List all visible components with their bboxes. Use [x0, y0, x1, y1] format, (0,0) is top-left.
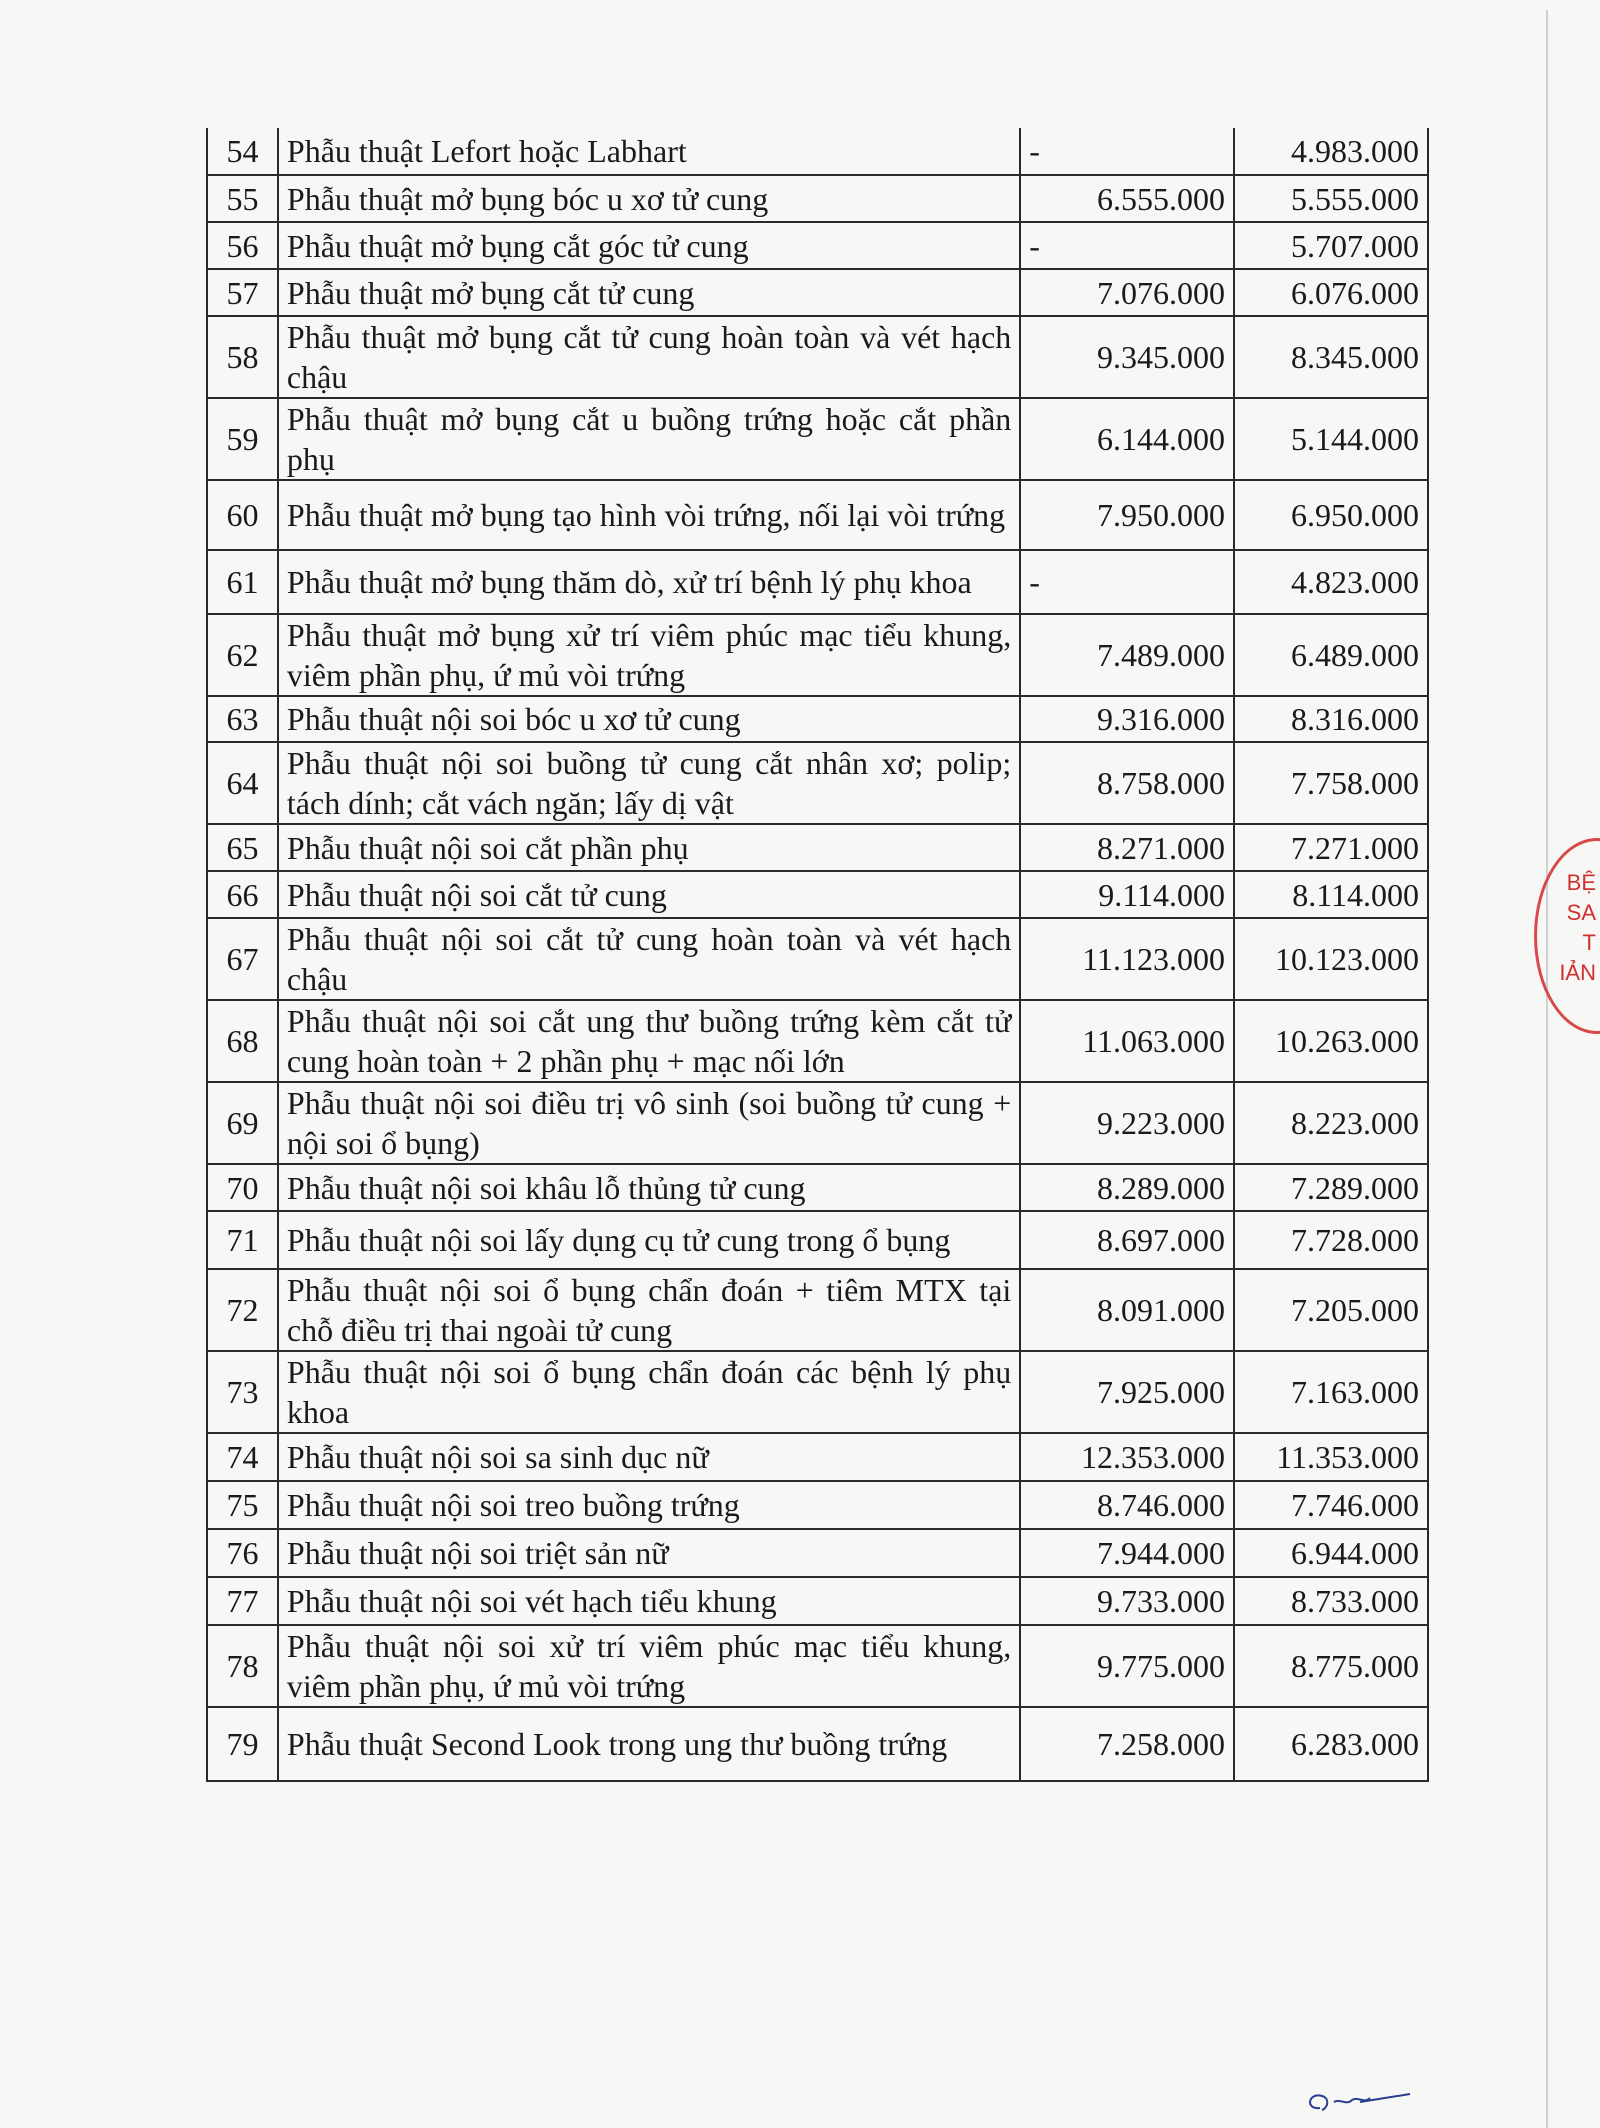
price-column-2: 8.775.000 [1234, 1625, 1428, 1707]
price-column-1: 9.316.000 [1020, 696, 1234, 742]
row-number: 55 [207, 175, 278, 222]
price-column-2: 4.823.000 [1234, 550, 1428, 614]
row-number: 71 [207, 1211, 278, 1269]
table-row [207, 742, 1428, 824]
procedure-name: Phẫu thuật nội soi vét hạch tiểu khung [278, 1577, 1020, 1625]
procedure-name: Phẫu thuật nội soi cắt tử cung [278, 871, 1020, 918]
table-row [207, 1707, 1428, 1781]
price-column-2: 8.316.000 [1234, 696, 1428, 742]
procedure-name: Phẫu thuật nội soi treo buồng trứng [278, 1481, 1020, 1529]
price-column-2: 7.205.000 [1234, 1269, 1428, 1351]
table-row [207, 1481, 1428, 1529]
table-row [207, 222, 1428, 269]
table-row [207, 1625, 1428, 1707]
table-row [207, 1269, 1428, 1351]
procedure-name: Phẫu thuật mở bụng tạo hình vòi trứng, nối lại vòi trứng [278, 480, 1020, 550]
price-column-2: 8.733.000 [1234, 1577, 1428, 1625]
procedure-name: Phẫu thuật Lefort hoặc Labhart [278, 128, 1020, 175]
table-row [207, 480, 1428, 550]
table-row [207, 1211, 1428, 1269]
price-column-1: - [1020, 222, 1234, 269]
procedure-name: Phẫu thuật nội soi ổ bụng chẩn đoán + tiêm MTX tại chỗ điều trị thai ngoài tử cung [278, 1269, 1020, 1351]
price-column-2: 5.144.000 [1234, 398, 1428, 480]
procedure-name: Phẫu thuật mở bụng bóc u xơ tử cung [278, 175, 1020, 222]
price-column-1: 9.733.000 [1020, 1577, 1234, 1625]
row-number: 57 [207, 269, 278, 316]
row-number: 63 [207, 696, 278, 742]
table-row [207, 918, 1428, 1000]
row-number: 68 [207, 1000, 278, 1082]
page-edge [1546, 10, 1548, 2128]
row-number: 62 [207, 614, 278, 696]
price-column-1: 6.144.000 [1020, 398, 1234, 480]
price-column-1: 8.697.000 [1020, 1211, 1234, 1269]
procedure-name: Phẫu thuật nội soi cắt ung thư buồng trứng kèm cắt tử cung hoàn toàn + 2 phần phụ + mạc nối lớn [278, 1000, 1020, 1082]
table-row [207, 316, 1428, 398]
price-column-1: 9.223.000 [1020, 1082, 1234, 1164]
price-column-2: 7.746.000 [1234, 1481, 1428, 1529]
row-number: 60 [207, 480, 278, 550]
table-row [207, 1164, 1428, 1211]
procedure-name: Phẫu thuật nội soi điều trị vô sinh (soi buồng tử cung + nội soi ổ bụng) [278, 1082, 1020, 1164]
procedure-name: Phẫu thuật mở bụng xử trí viêm phúc mạc tiểu khung, viêm phần phụ, ứ mủ vòi trứng [278, 614, 1020, 696]
price-column-1: 11.123.000 [1020, 918, 1234, 1000]
row-number: 76 [207, 1529, 278, 1577]
price-column-2: 6.950.000 [1234, 480, 1428, 550]
price-column-2: 10.263.000 [1234, 1000, 1428, 1082]
row-number: 61 [207, 550, 278, 614]
price-column-1: 12.353.000 [1020, 1433, 1234, 1481]
price-column-2: 5.555.000 [1234, 175, 1428, 222]
stamp-line: IẢN [1559, 960, 1596, 985]
procedure-name: Phẫu thuật nội soi xử trí viêm phúc mạc tiểu khung, viêm phần phụ, ứ mủ vòi trứng [278, 1625, 1020, 1707]
price-column-1: 9.775.000 [1020, 1625, 1234, 1707]
table-row [207, 614, 1428, 696]
table-row [207, 1000, 1428, 1082]
stamp-line: T [1582, 930, 1596, 955]
procedure-name: Phẫu thuật nội soi triệt sản nữ [278, 1529, 1020, 1577]
procedure-name: Phẫu thuật nội soi cắt phần phụ [278, 824, 1020, 871]
table-row [207, 1351, 1428, 1433]
table-row [207, 1082, 1428, 1164]
procedure-name: Phẫu thuật mở bụng cắt u buồng trứng hoặc cắt phần phụ [278, 398, 1020, 480]
procedure-name: Phẫu thuật mở bụng thăm dò, xử trí bệnh lý phụ khoa [278, 550, 1020, 614]
price-column-1: 8.758.000 [1020, 742, 1234, 824]
row-number: 67 [207, 918, 278, 1000]
price-column-2: 8.345.000 [1234, 316, 1428, 398]
table-row [207, 550, 1428, 614]
table-row [207, 1529, 1428, 1577]
row-number: 64 [207, 742, 278, 824]
table-row [207, 269, 1428, 316]
row-number: 74 [207, 1433, 278, 1481]
row-number: 54 [207, 128, 278, 175]
row-number: 72 [207, 1269, 278, 1351]
procedure-name: Phẫu thuật mở bụng cắt góc tử cung [278, 222, 1020, 269]
price-column-2: 7.163.000 [1234, 1351, 1428, 1433]
row-number: 75 [207, 1481, 278, 1529]
price-column-1: 8.091.000 [1020, 1269, 1234, 1351]
price-column-1: - [1020, 550, 1234, 614]
table-row [207, 128, 1428, 175]
procedure-name: Phẫu thuật nội soi sa sinh dục nữ [278, 1433, 1020, 1481]
table-row [207, 1433, 1428, 1481]
price-table [206, 128, 1429, 1782]
stamp-line: SA [1566, 900, 1596, 925]
procedure-name: Phẫu thuật mở bụng cắt tử cung [278, 269, 1020, 316]
row-number: 69 [207, 1082, 278, 1164]
procedure-name: Phẫu thuật nội soi cắt tử cung hoàn toàn và vét hạch chậu [278, 918, 1020, 1000]
procedure-name: Phẫu thuật Second Look trong ung thư buồng trứng [278, 1707, 1020, 1781]
row-number: 58 [207, 316, 278, 398]
price-column-2: 7.271.000 [1234, 824, 1428, 871]
procedure-name: Phẫu thuật nội soi ổ bụng chẩn đoán các bệnh lý phụ khoa [278, 1351, 1020, 1433]
price-column-2: 8.114.000 [1234, 871, 1428, 918]
row-number: 73 [207, 1351, 278, 1433]
table-row [207, 824, 1428, 871]
table-row [207, 871, 1428, 918]
row-number: 78 [207, 1625, 278, 1707]
procedure-name: Phẫu thuật mở bụng cắt tử cung hoàn toàn và vét hạch chậu [278, 316, 1020, 398]
table-row [207, 696, 1428, 742]
price-column-2: 11.353.000 [1234, 1433, 1428, 1481]
procedure-name: Phẫu thuật nội soi buồng tử cung cắt nhân xơ; polip; tách dính; cắt vách ngăn; lấy dị vật [278, 742, 1020, 824]
price-column-1: 9.114.000 [1020, 871, 1234, 918]
row-number: 56 [207, 222, 278, 269]
price-column-1: 9.345.000 [1020, 316, 1234, 398]
red-stamp [1540, 818, 1600, 1053]
row-number: 65 [207, 824, 278, 871]
row-number: 66 [207, 871, 278, 918]
price-column-1: 11.063.000 [1020, 1000, 1234, 1082]
price-column-2: 8.223.000 [1234, 1082, 1428, 1164]
price-column-2: 6.944.000 [1234, 1529, 1428, 1577]
price-column-1: 7.925.000 [1020, 1351, 1234, 1433]
price-column-1: 8.289.000 [1020, 1164, 1234, 1211]
procedure-name: Phẫu thuật nội soi khâu lỗ thủng tử cung [278, 1164, 1020, 1211]
stamp-line: BỆ [1566, 870, 1596, 895]
procedure-name: Phẫu thuật nội soi bóc u xơ tử cung [278, 696, 1020, 742]
row-number: 77 [207, 1577, 278, 1625]
table-row [207, 1577, 1428, 1625]
row-number: 70 [207, 1164, 278, 1211]
price-column-1: 7.950.000 [1020, 480, 1234, 550]
price-column-2: 5.707.000 [1234, 222, 1428, 269]
price-column-2: 7.728.000 [1234, 1211, 1428, 1269]
table-row [207, 175, 1428, 222]
row-number: 79 [207, 1707, 278, 1781]
price-column-1: - [1020, 128, 1234, 175]
price-column-2: 7.758.000 [1234, 742, 1428, 824]
signature-mark [1300, 2080, 1420, 2120]
price-column-1: 7.489.000 [1020, 614, 1234, 696]
price-column-1: 8.746.000 [1020, 1481, 1234, 1529]
row-number: 59 [207, 398, 278, 480]
procedure-name: Phẫu thuật nội soi lấy dụng cụ tử cung trong ổ bụng [278, 1211, 1020, 1269]
price-column-2: 6.489.000 [1234, 614, 1428, 696]
table-row [207, 398, 1428, 480]
price-column-1: 8.271.000 [1020, 824, 1234, 871]
price-column-2: 7.289.000 [1234, 1164, 1428, 1211]
price-column-1: 7.944.000 [1020, 1529, 1234, 1577]
price-column-1: 7.258.000 [1020, 1707, 1234, 1781]
price-column-2: 6.076.000 [1234, 269, 1428, 316]
price-column-1: 6.555.000 [1020, 175, 1234, 222]
price-column-2: 4.983.000 [1234, 128, 1428, 175]
stamp-text [1540, 868, 1596, 988]
price-column-2: 6.283.000 [1234, 1707, 1428, 1781]
price-column-1: 7.076.000 [1020, 269, 1234, 316]
price-column-2: 10.123.000 [1234, 918, 1428, 1000]
